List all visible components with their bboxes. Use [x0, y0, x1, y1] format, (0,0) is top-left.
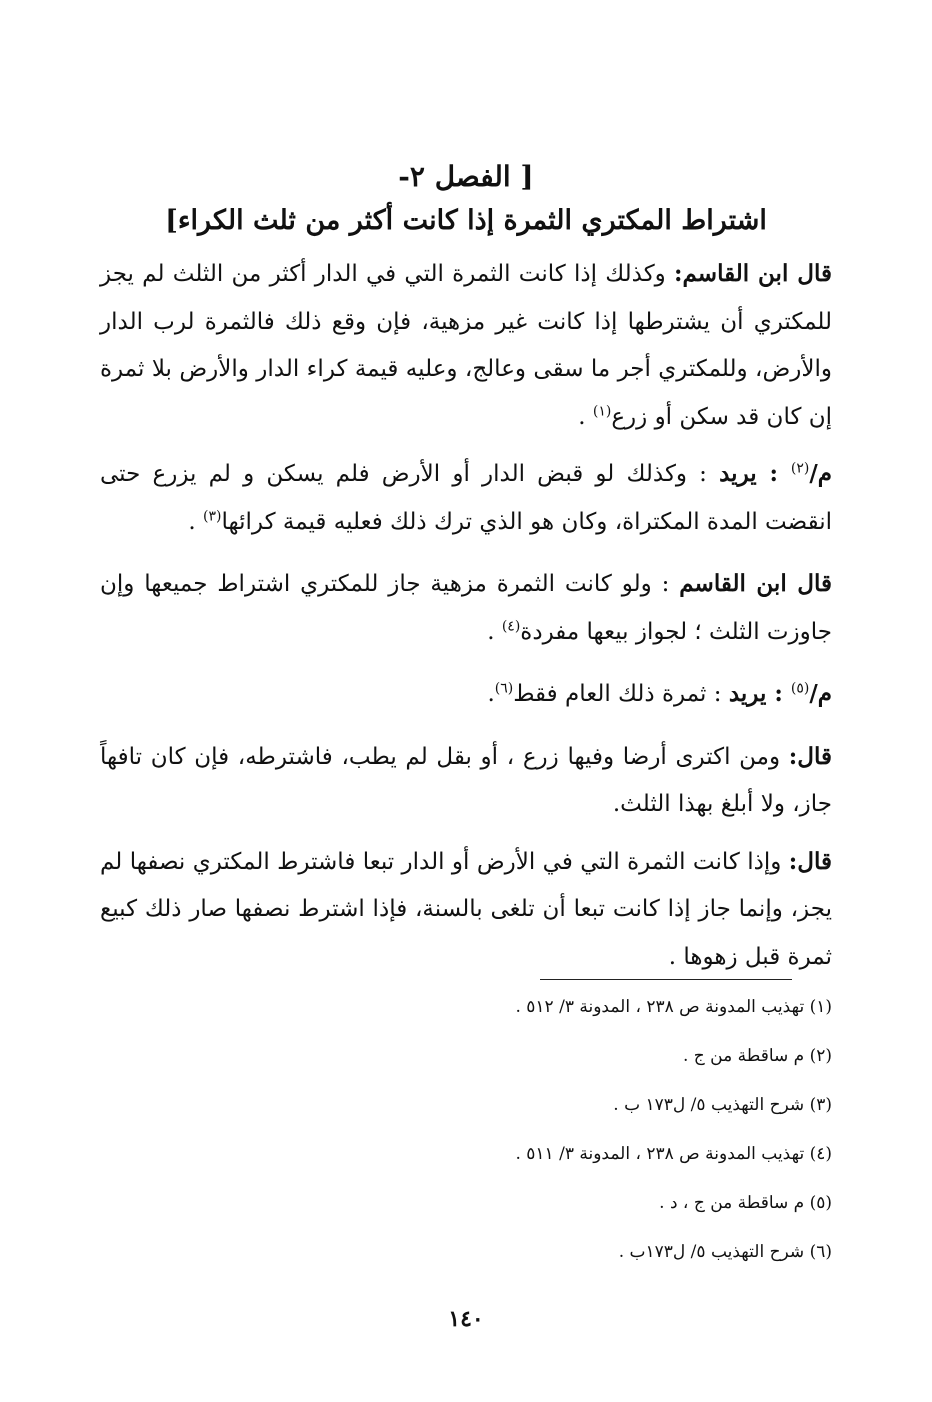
- speaker-label: م/: [809, 460, 832, 487]
- footnote: (٦) شرح التهذيب ٥/ ل١٧٣ب .: [618, 1242, 832, 1262]
- paragraph-tail: .: [487, 681, 495, 707]
- paragraph-text: ومن اكترى أرضا وفيها زرع ، أو بقل لم يطب، فاشترطه، فإن كان تافهاً جاز، ولا أبلغ بهذا الثلث.: [100, 743, 832, 817]
- paragraph-text: وإذا كانت الثمرة التي في الأرض أو الدار تبعا فاشترط المكتري نصفها لم يجز، وإنما جاز إذا كانت تبعا أن تلغى بالسنة، فإذا اشترط نصفها صار ذلك كبيع ثمرة قبل زهوها .: [100, 848, 832, 970]
- paragraph: [100, 670, 832, 719]
- paragraph-text: : ثمرة ذلك العام فقط: [513, 681, 729, 707]
- speaker-label: قال ابن القاسم: [679, 570, 832, 597]
- section-heading: اشتراط المكتري الثمرة إذا كانت أكثر من ثلث الكراء]: [165, 205, 767, 236]
- paragraph-text: : وكذلك لو قبض الدار أو الأرض فلم يسكن و لم يزرع حتى انقضت المدة المكتراة، وكان هو الذي ترك ذلك فعليه قيمة كرائها: [100, 461, 832, 535]
- speaker-label: قال:: [788, 742, 832, 770]
- paragraph: [100, 250, 832, 441]
- paragraph: [100, 838, 832, 982]
- footnote: (٢) م ساقطة من ج .: [683, 1046, 832, 1066]
- footnote: (١) تهذيب المدونة ص ٢٣٨ ، المدونة ٣/ ٥١٢ .: [515, 997, 832, 1017]
- footnote-divider: [540, 979, 792, 980]
- paragraph-text: : ولو كانت الثمرة مزهية جاز للمكتري اشتراط جميعها وإن جاوزت الثلث ؛ لجواز بيعها مفردة: [100, 571, 832, 645]
- footnote-ref: (٣): [203, 507, 222, 524]
- speaker-label: قال:: [788, 847, 832, 875]
- footnote: (٥) م ساقطة من ج ، د .: [659, 1193, 832, 1213]
- paragraph-tail: .: [487, 618, 502, 645]
- paragraph-tail: .: [188, 508, 204, 535]
- speaker-label: قال ابن القاسم:: [674, 260, 832, 287]
- footnote-ref: (٤): [501, 617, 521, 634]
- speaker-label: : يريد: [719, 460, 791, 487]
- paragraph-tail: .: [578, 403, 593, 430]
- paragraph: [100, 733, 832, 829]
- paragraph: [100, 560, 832, 656]
- footnote: (٣) شرح التهذيب ٥/ ل١٧٣ ب .: [613, 1095, 832, 1115]
- footnote-ref: (٢): [790, 460, 810, 477]
- footnote-ref: (٥): [790, 680, 810, 697]
- footnote-ref: (٦): [494, 680, 514, 697]
- speaker-label: م/: [809, 680, 832, 707]
- footnotes: [100, 992, 832, 1286]
- paragraph: [100, 450, 832, 546]
- speaker-label: : يريد: [728, 680, 791, 707]
- chapter-title: [ الفصل ٢-: [398, 160, 534, 193]
- paragraph-text: وكذلك إذا كانت الثمرة التي في الدار أكثر من الثلث لم يجز للمكتري أن يشترطها إذا كانت غير مزهية، فإن وقع ذلك فالثمرة لرب الدار والأرض، وللمكتري أجر ما سقى وعالج، وعليه قيمة كراء الدار والأرض بلا ثمرة إن كان قد سكن أو زرع: [100, 261, 832, 430]
- body-text: [100, 250, 832, 990]
- footnote: (٤) تهذيب المدونة ص ٢٣٨ ، المدونة ٣/ ٥١١ .: [515, 1144, 832, 1164]
- page-number: ١٤٠: [448, 1306, 484, 1332]
- footnote-ref: (١): [592, 402, 612, 419]
